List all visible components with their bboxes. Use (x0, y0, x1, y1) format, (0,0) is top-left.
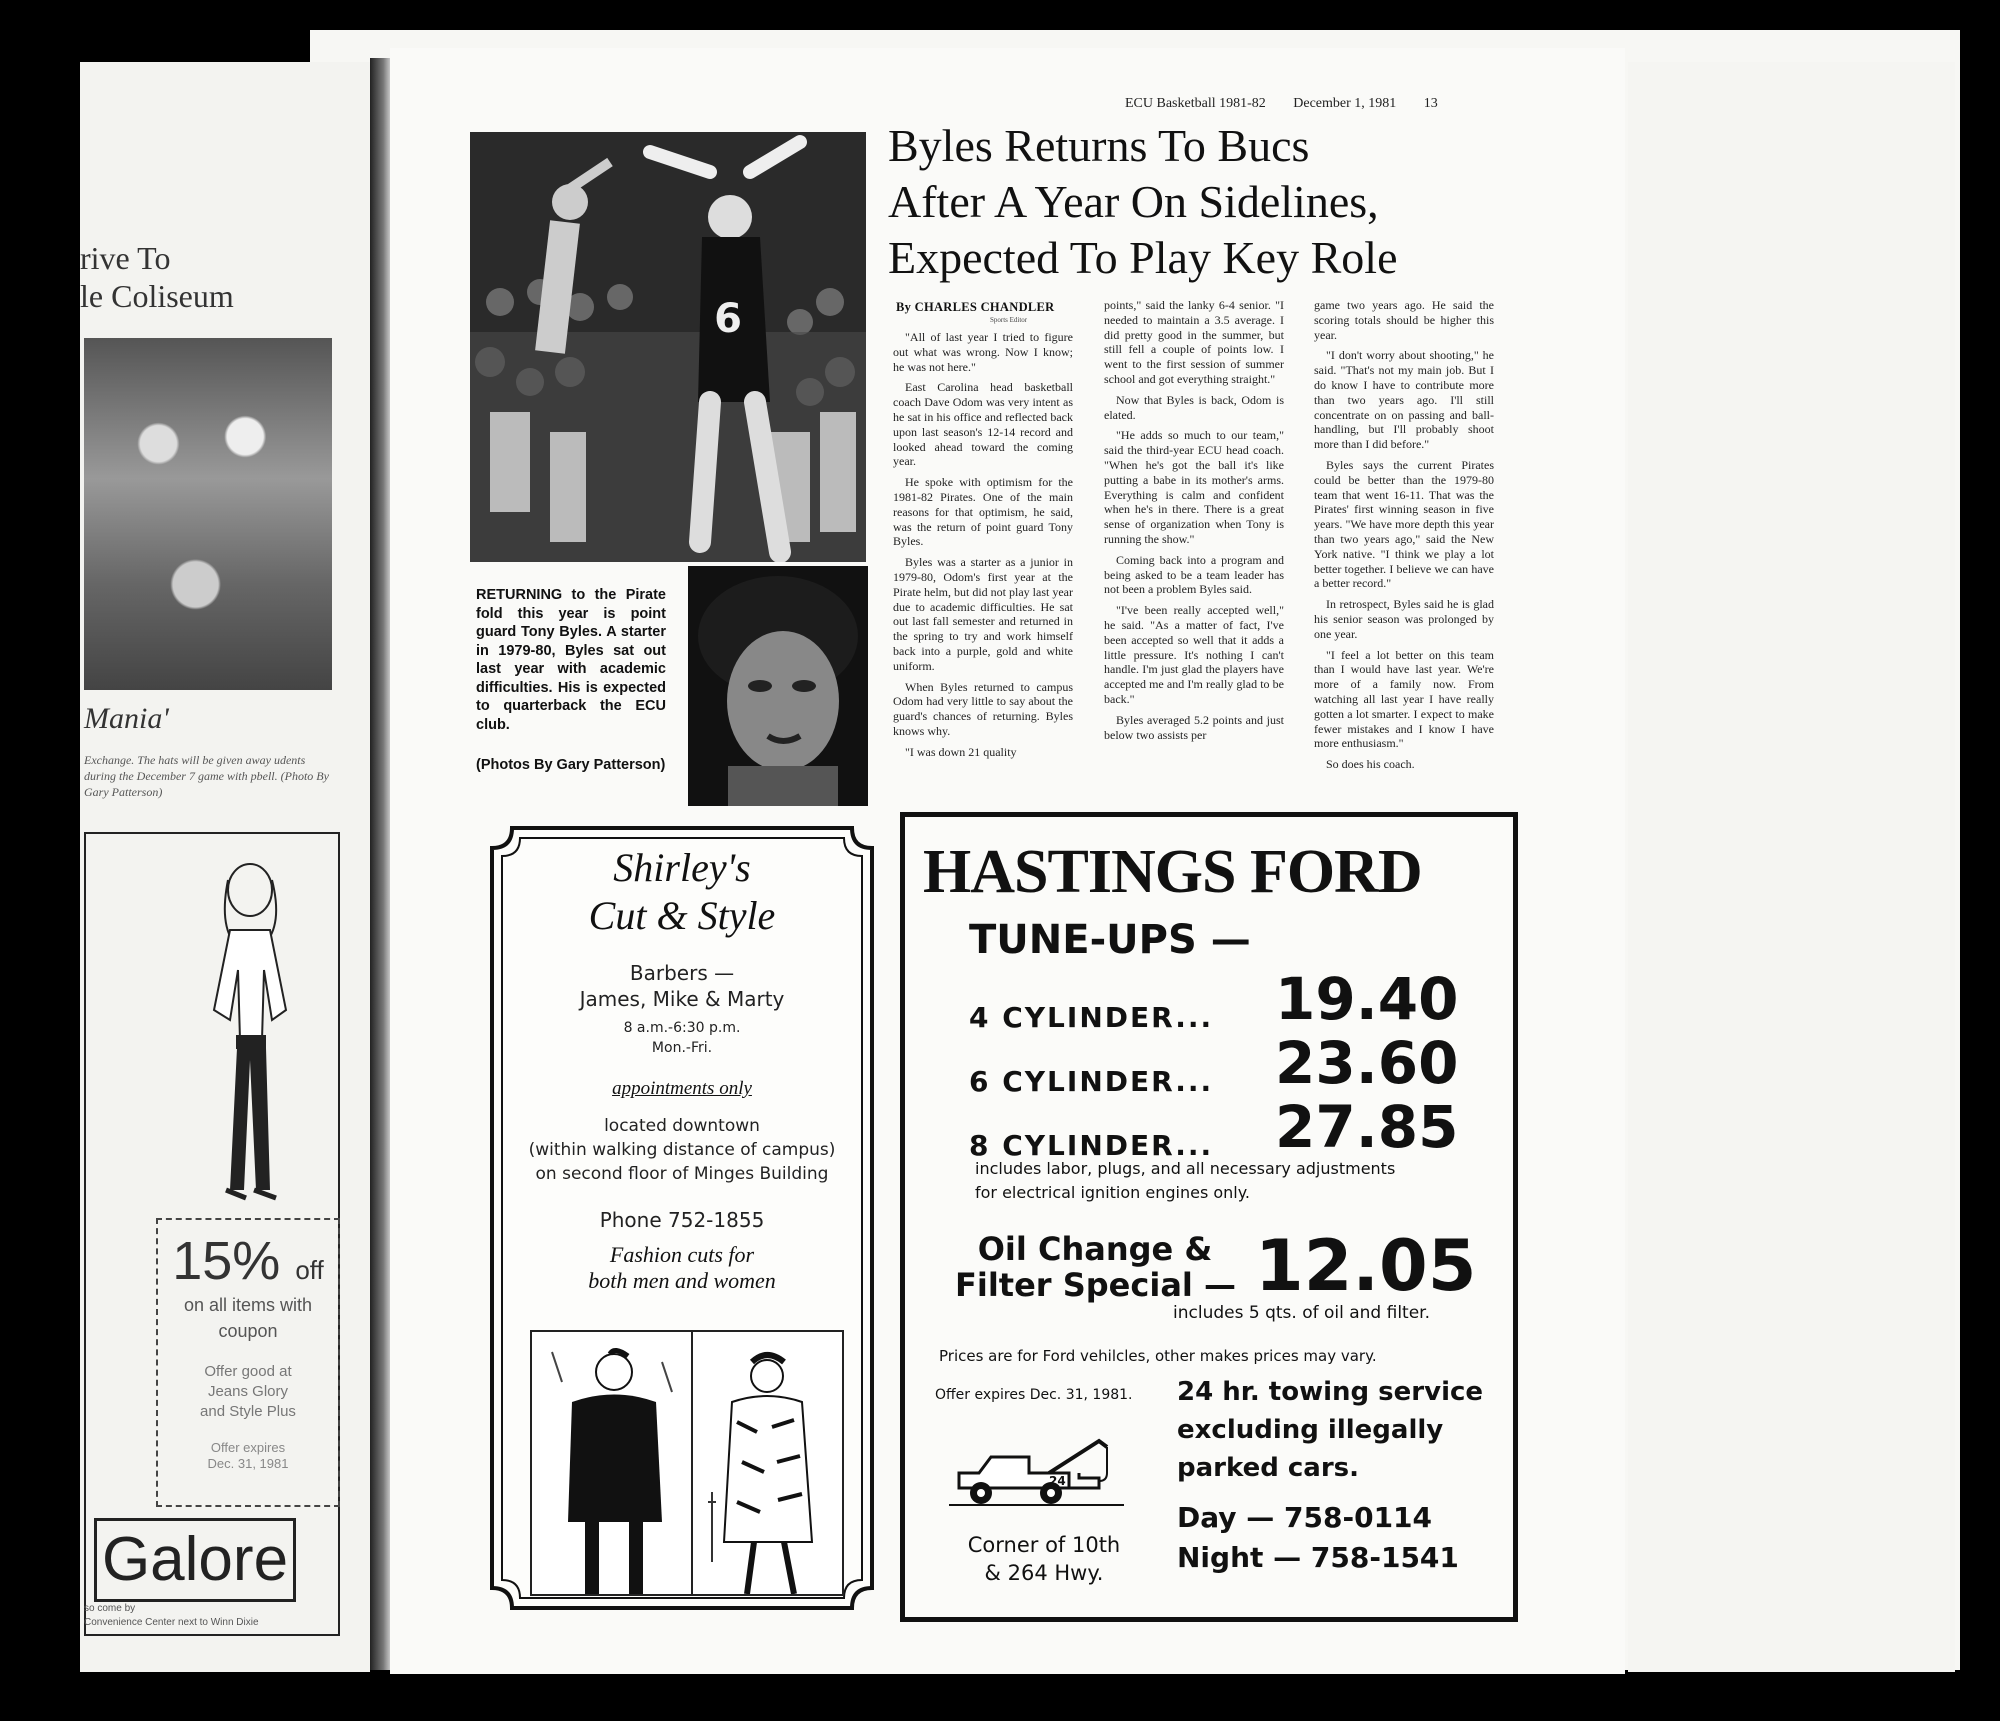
location-line1: located downtown (604, 1116, 760, 1136)
left-page-heading-line1: rive To (80, 240, 171, 276)
tony-byles-headshot (688, 566, 868, 806)
tune-ups-heading: TUNE-UPS — (969, 917, 1251, 963)
corner-line1: Corner of 10th (967, 1533, 1121, 1557)
left-page-mania-title: Mania' (84, 702, 169, 735)
headline-line3: Expected To Play Key Role (888, 232, 1398, 283)
hours-line1: 8 a.m.-6:30 p.m. (623, 1020, 741, 1036)
oil-change-includes: includes 5 qts. of oil and filter. (1173, 1303, 1431, 1323)
coupon-offer1: Offer good at (204, 1363, 292, 1380)
paragraph: Coming back into a program and being asked to be a team leader has not been a problem Byles said. (1104, 552, 1284, 597)
tuneup-includes-line1: includes labor, plugs, and all necessary adjustments (975, 1159, 1396, 1178)
page-header (1125, 96, 1462, 112)
shop-name-line2: Cut & Style (588, 893, 776, 938)
paragraph: So does his coach. (1326, 757, 1415, 772)
left-page-footer: so come by Convenience Center next to Winn Dixie (84, 1603, 259, 1628)
article-headline (888, 118, 1508, 286)
cylinder-4-price: 19.40 (1275, 965, 1459, 1033)
appointments-only: appointments only (612, 1078, 752, 1099)
cylinder-6-price: 23.60 (1275, 1029, 1459, 1097)
coupon-line2: coupon (218, 1321, 278, 1341)
night-phone: Night — 758-1541 (1177, 1541, 1459, 1574)
paragraph: "All of last year I tried to figure out what was wrong. Now I know; he was not here." (893, 330, 1073, 374)
paragraph: When Byles returned to campus Odom had very little to say about the guard's chances of returning. Byles knows why. (893, 679, 1073, 738)
left-page-caption: Exchange. The hats will be given away udents during the December 7 game with pbell. (Photo By Gary Patterson) (84, 753, 329, 799)
article-column-2 (1104, 298, 1284, 800)
oil-change-line2: Filter Special — (955, 1266, 1237, 1304)
tuneup-includes-line2: for electrical ignition engines only. (975, 1183, 1251, 1202)
cylinder-6-label: 6 CYLINDER... (969, 1065, 1214, 1098)
left-page-heading-line2: le Coliseum (80, 278, 234, 314)
paragraph: Byles averaged 5.2 points and just below two assists per (1104, 712, 1284, 742)
shop-phone: Phone 752-1855 (599, 1208, 765, 1232)
barbers-line1: Barbers — (629, 961, 735, 985)
article-column-1 (893, 330, 1073, 800)
headline-line1: Byles Returns To Bucs (888, 120, 1310, 171)
coupon-offer2: Jeans Glory (207, 1383, 289, 1400)
coupon-line1: on all items with (183, 1295, 313, 1315)
shirleys-cut-and-style-ad (482, 818, 882, 1618)
left-page-team-photo (84, 338, 332, 690)
prices-note: Prices are for Ford vehilcles, other makes prices may vary. (939, 1347, 1377, 1365)
coupon-expires2: Dec. 31, 1981 (207, 1456, 289, 1471)
basketball-action-photo (470, 132, 866, 562)
byline-title: Sports Editor (990, 316, 1028, 324)
paragraph: points," said the lanky 6-4 senior. "I needed to maintain a 3.5 average. I did pretty good in the summer, but still fell a couple of points low. I went to the first session of summer school and got everything straight." (1104, 298, 1284, 386)
oil-change-price: 12.05 (1255, 1225, 1477, 1307)
publication-name: ECU Basketball 1981-82 (1125, 96, 1266, 111)
photo-caption: RETURNING to the Pirate fold this year is point guard Tony Byles. A starter in 1979-80, Byles sat out last year with academic difficulties. His is expected to quarterback the ECU club. (476, 587, 666, 733)
paragraph: "He adds so much to our team," said the third-year ECU head coach. "When he's got the ball it's like putting a babe in its mother's arms. Everything is calm and confident when he's in there. There is a great sense of organization when Tony is running the show." (1104, 428, 1284, 546)
byline: By CHARLES CHANDLER (896, 300, 1055, 314)
truck-number: 24 (1049, 1474, 1066, 1488)
barbers-line2: James, Mike & Marty (579, 987, 785, 1011)
towing-line2: excluding illegally (1177, 1415, 1444, 1445)
towing-line1: 24 hr. towing service (1177, 1377, 1484, 1407)
right-page-sheet (1628, 62, 1955, 1672)
paragraph: "I feel a lot better on this team than I would have last year. We're more of a family now. From watching all last year I have really gotten a lot smarter. I expect to make fewer mistakes and I know I have more enthusiasm." (1314, 647, 1494, 751)
location-line2: (within walking distance of campus) (528, 1140, 836, 1160)
offer-expires: Offer expires Dec. 31, 1981. (935, 1387, 1133, 1403)
shop-name-line1: Shirley's (613, 845, 751, 890)
paragraph: "I've been really accepted well," he said. "As a matter of fact, I've been accepted so well that it adds a little pressure. It's nothing I can't handle. I'm just glad the players have accepted me and I'm really glad to be back." (1104, 603, 1284, 706)
oil-change-line1: Oil Change & (977, 1230, 1213, 1268)
coupon-box (156, 1218, 340, 1507)
hastings-ford-title: HASTINGS FORD (923, 838, 1422, 906)
page-gutter (370, 58, 392, 1670)
paragraph: East Carolina head basketball coach Dave Odom was very intent as he sat in his office and reflected back upon last season's 12-14 record and looked ahead toward the coming year. (893, 380, 1073, 469)
coupon-offer3: and Style Plus (200, 1403, 296, 1420)
paragraph: game two years ago. He said the scoring totals should be higher this year. (1314, 298, 1494, 342)
coupon-percent: 15% off (172, 1231, 324, 1291)
cylinder-8-price: 27.85 (1275, 1093, 1459, 1161)
fashion-line1: Fashion cuts for (609, 1242, 755, 1267)
headline-line2: After A Year On Sidelines, (888, 176, 1379, 227)
svg-text:6: 6 (714, 296, 742, 342)
winter-fashion-illustration (530, 1330, 844, 1596)
hours-line2: Mon.-Fri. (651, 1040, 713, 1056)
cylinder-8-label: 8 CYLINDER... (969, 1129, 1214, 1162)
fashion-line2: both men and women (588, 1268, 776, 1293)
paragraph: Now that Byles is back, Odom is elated. (1104, 392, 1284, 422)
day-phone: Day — 758-0114 (1177, 1501, 1433, 1534)
issue-date: December 1, 1981 (1293, 96, 1397, 111)
page-number: 13 (1423, 96, 1438, 111)
paragraph: Byles says the current Pirates could be better than the 1979-80 team that went 16-11. That was the Pirates' first winning season in five years. "We have more depth this year than two years ago," said the New York native. "I think we play a lot better together. I believe we can have a better record." (1314, 457, 1494, 591)
fashion-figure-illustration (190, 860, 300, 1210)
paragraph: Byles was a starter as a junior in 1979-80, Odom's first year at the Pirate helm, but did not play last year due to academic difficulties. He sat out last fall semester and returned in the spring to try and work himself back into a purple, gold and white uniform. (893, 555, 1073, 673)
photo-credit: (Photos By Gary Patterson) (476, 757, 666, 773)
corner-line2: & 264 Hwy. (984, 1561, 1104, 1585)
paragraph: "I don't worry about shooting," he said. "That's not my main job. But I do know I have to contribute more than two years ago. I'll still concentrate on on passing and ball-handling, but I'll probably shoot more than I did before." (1314, 348, 1494, 452)
article-column-3 (1314, 298, 1494, 800)
cylinder-4-label: 4 CYLINDER... (969, 1001, 1214, 1034)
paragraph: "I was down 21 quality (905, 744, 1017, 759)
galore-logo: Galore (94, 1518, 296, 1602)
location-line3: on second floor of Minges Building (535, 1164, 829, 1184)
paragraph: He spoke with optimism for the 1981-82 Pirates. One of the main reasons for that optimism, he said, was the return of point guard Tony Byles. (893, 475, 1073, 549)
hastings-ford-ad (900, 812, 1518, 1622)
coupon-expires1: Offer expires (210, 1440, 286, 1455)
towing-line3: parked cars. (1177, 1453, 1359, 1483)
paragraph: In retrospect, Byles said he is glad his senior season was prolonged by one year. (1314, 597, 1494, 641)
tow-truck-icon (949, 1433, 1129, 1523)
